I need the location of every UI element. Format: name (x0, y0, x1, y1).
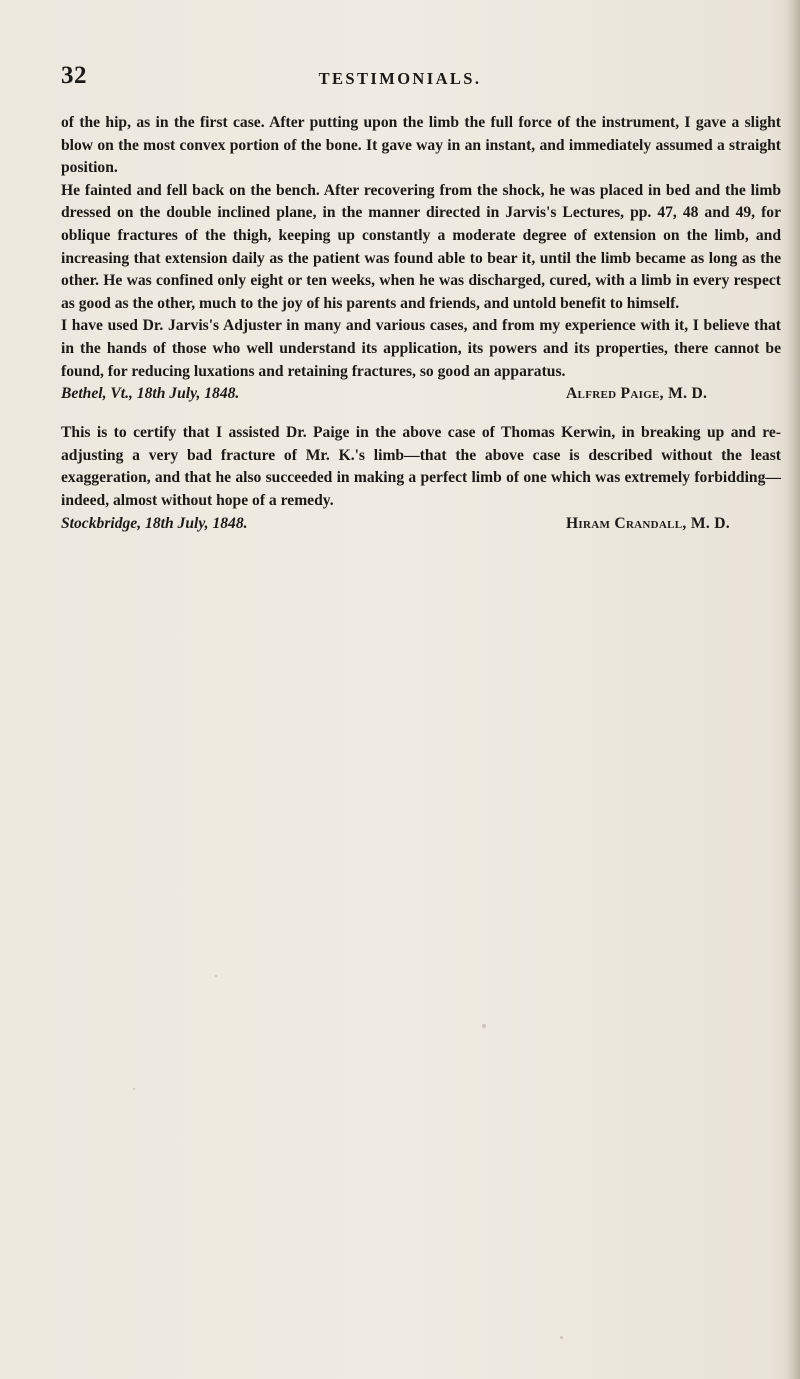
paragraph-continuation: of the hip, as in the first case. After putting upon the limb the full force of the instrument, I gave a slight blow on the most convex portion of the bone. It gave way in an instant, and immediately assumed a straight position. (61, 114, 781, 177)
page-body (61, 112, 781, 536)
paragraph-recovery: He fainted and fell back on the bench. After recovering from the shock, he was placed in bed and the limb dressed on the double inclined plane, in the manner directed in Jarvis's Lectures, pp. 47, 48 and 49, for oblique fractures of the thigh, keeping up constantly a moderate degree of extension on the limb, and increasing that extension daily as the patient was found able to bear it, until the limb became as long as the other. He was confined only eight or ten weeks, when he was discharged, cured, with a limb in every respect as good as the other, much to the joy of his parents and friends, and untold benefit to himself. (61, 181, 781, 312)
signature-block-crandall (61, 513, 781, 536)
signature-block-paige (61, 383, 781, 406)
signature-name: Hiram Crandall, M. D. (566, 514, 731, 532)
paper-speck (215, 975, 217, 977)
section-gap (61, 406, 781, 422)
paper-speck (560, 1336, 563, 1339)
signature-name: Alfred Paige, M. D. (566, 385, 708, 403)
page-number: 32 (61, 62, 87, 89)
paper-speck (133, 1088, 135, 1090)
page-edge-shadow (786, 0, 800, 1379)
signature-place-date: Stockbridge, 18th July, 1848. (61, 514, 248, 532)
page-title: TESTIMONIALS. (318, 69, 482, 88)
running-header (0, 62, 800, 92)
paper-speck (482, 1024, 486, 1028)
signature-place-date: Bethel, Vt., 18th July, 1848. (61, 385, 240, 403)
paragraph-endorsement: I have used Dr. Jarvis's Adjuster in many and various cases, and from my experience with it, I believe that in the hands of those who well understand its application, its powers and its properties, there cannot be found, for reducing luxations and retaining fractures, so good an apparatus. (61, 317, 781, 380)
paragraph-certification: This is to certify that I assisted Dr. Paige in the above case of Thomas Kerwin, in breaking up and re-adjusting a very bad fracture of Mr. K.'s limb—that the above case is described without the least exaggeration, and that he also succeeded in making a perfect limb of one which was extremely forbidding—indeed, almost without hope of a remedy. (61, 424, 781, 509)
